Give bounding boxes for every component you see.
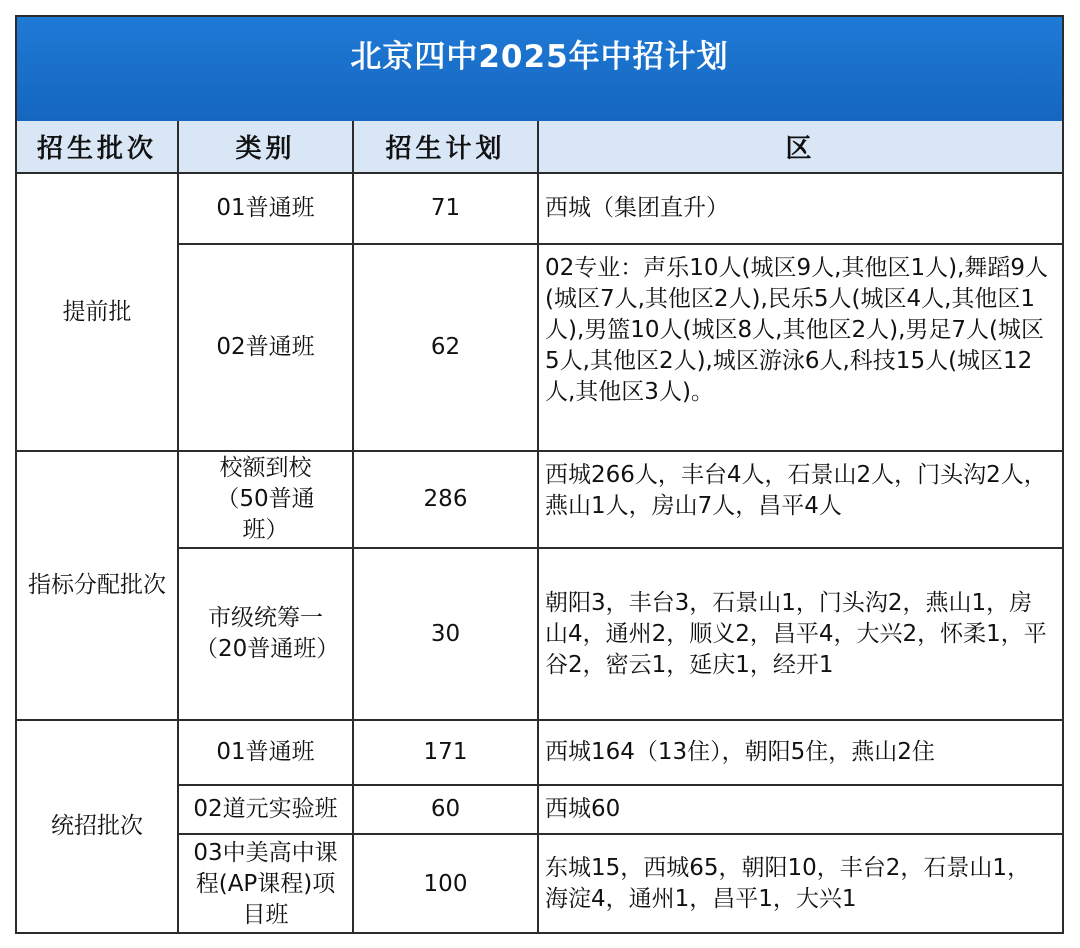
batch-cell: 统招批次 [17,720,178,933]
category-cell: 市级统筹一（20普通班） [178,548,353,720]
category-cell: 02道元实验班 [178,785,353,834]
page-title: 北京四中2025年中招计划 [350,39,729,75]
category-cell: 01普通班 [178,173,353,244]
area-cell: 西城266人，丰台4人，石景山2人，门头沟2人，燕山1人，房山7人，昌平4人 [538,451,1062,548]
batch-cell: 指标分配批次 [17,451,178,720]
header-category: 类别 [178,121,353,173]
plan-cell: 71 [353,173,538,244]
plan-cell: 171 [353,720,538,785]
table-row [17,451,1062,548]
plan-cell: 60 [353,785,538,834]
table-header-row [17,121,1062,173]
area-cell: 02专业：声乐10人(城区9人,其他区1人),舞蹈9人(城区7人,其他区2人),民乐5人(城区4人,其他区1人),男篮10人(城区8人,其他区2人),男足7人(城区5人,其他区2人),城区游泳6人,科技15人(城区12人,其他区3人)。 [538,244,1062,451]
header-batch: 招生批次 [17,121,178,173]
batch-cell: 提前批 [17,173,178,451]
table-row [17,173,1062,244]
area-cell: 西城60 [538,785,1062,834]
plan-cell: 100 [353,834,538,933]
category-cell: 校额到校（50普通班） [178,451,353,548]
area-cell: 西城（集团直升） [538,173,1062,244]
table-row [17,720,1062,785]
plan-cell: 286 [353,451,538,548]
area-cell: 朝阳3，丰台3，石景山1，门头沟2，燕山1，房山4，通州2，顺义2，昌平4，大兴2，怀柔1，平谷2，密云1，延庆1，经开1 [538,548,1062,720]
plan-cell: 62 [353,244,538,451]
area-cell: 东城15，西城65，朝阳10，丰台2，石景山1，海淀4，通州1，昌平1，大兴1 [538,834,1062,933]
area-cell: 西城164（13住），朝阳5住，燕山2住 [538,720,1062,785]
enrollment-table [17,121,1062,934]
category-cell: 01普通班 [178,720,353,785]
category-cell: 02普通班 [178,244,353,451]
plan-cell: 30 [353,548,538,720]
header-plan: 招生计划 [353,121,538,173]
title-bar [17,17,1062,123]
category-cell: 03中美高中课程(AP课程)项目班 [178,834,353,933]
header-area: 区 [538,121,1062,173]
enrollment-plan-sheet [15,15,1064,934]
